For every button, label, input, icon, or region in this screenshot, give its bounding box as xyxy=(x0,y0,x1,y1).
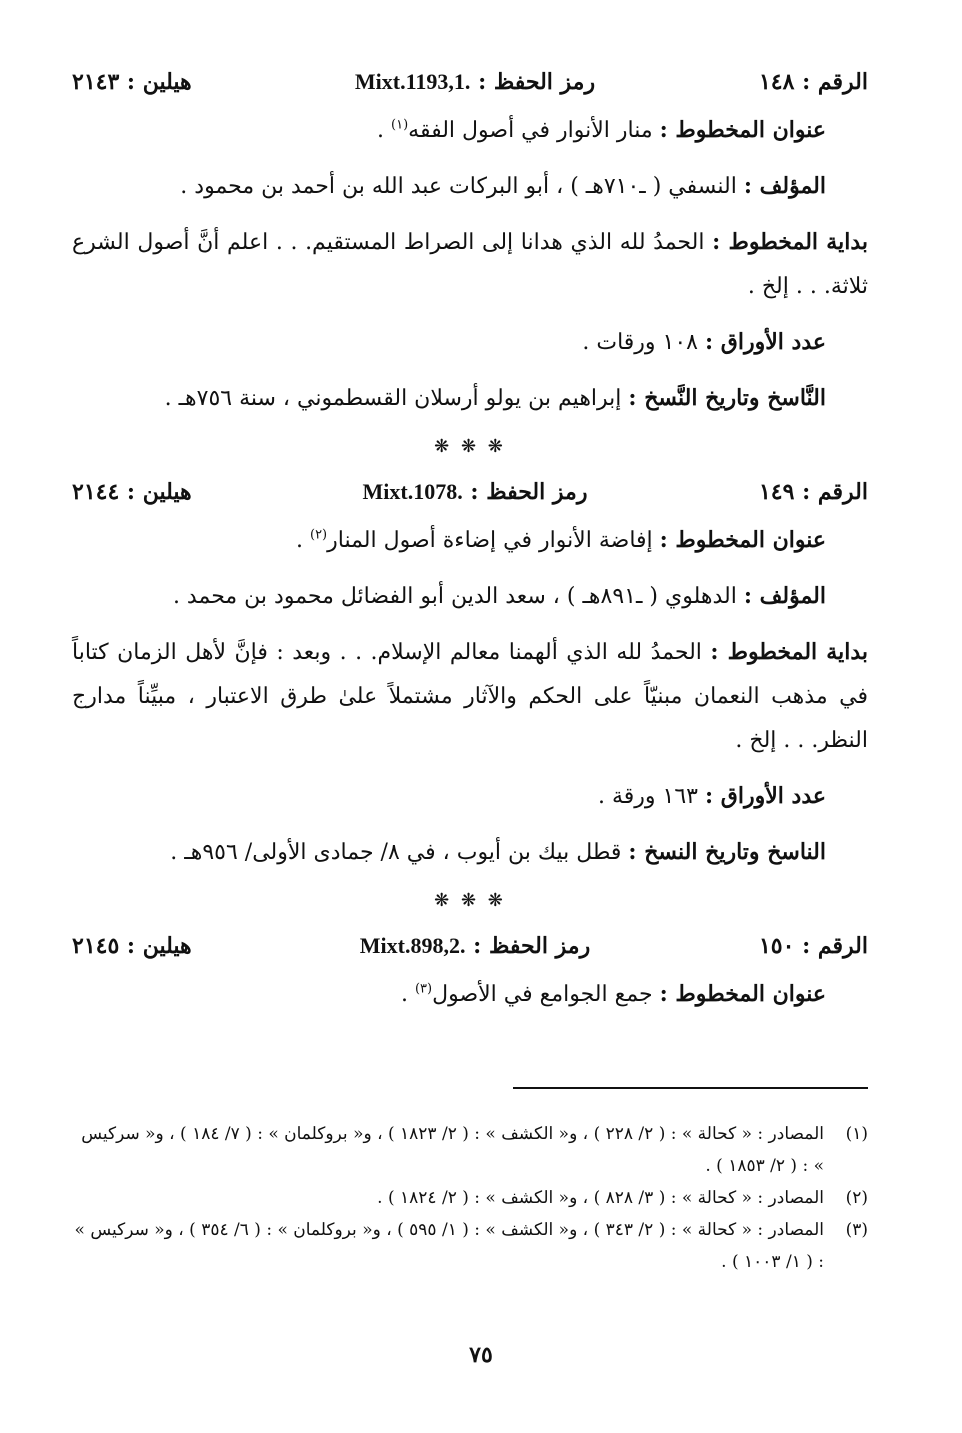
hl-number: هيلين : ٢١٤٥ xyxy=(72,933,192,959)
folios-label: عدد الأوراق : xyxy=(705,329,826,355)
scribe-label: الناسخ وتاريخ النسخ : xyxy=(628,839,826,865)
footnote-number: (٢) xyxy=(845,1188,868,1208)
footnote xyxy=(72,1214,868,1278)
title-end: . xyxy=(377,118,392,143)
hl-number: هيلين : ٢١٤٣ xyxy=(72,69,192,95)
scribe-label: النَّاسخ وتاريخ النَّسخ : xyxy=(628,385,826,411)
incipit-label: بداية المخطوط : xyxy=(710,639,868,665)
author-field xyxy=(72,164,868,209)
shelf-code: Mixt.898,2. xyxy=(359,933,466,958)
footnote-number: (٣) xyxy=(845,1220,868,1240)
section-separator: ❋ ❋ ❋ xyxy=(434,890,506,911)
title-value: إفاضة الأنوار في إضاءة أصول المنار xyxy=(327,528,653,553)
entry-number: الرقم : ١٤٩ xyxy=(758,479,868,505)
folios-field xyxy=(72,320,868,365)
author-field xyxy=(72,574,868,619)
scribe-value: إبراهيم بن يولو أرسلان القسطموني ، سنة ٧٥٦هـ . xyxy=(164,386,622,411)
footnote-rule xyxy=(513,1087,868,1089)
footnote-text: المصادر : « كحالة » : ( ٣/ ٨٢٨ ) ، و« الكشف » : ( ٢/ ١٨٢٤ ) . xyxy=(377,1188,824,1208)
folios-label: عدد الأوراق : xyxy=(705,783,826,809)
page-number: ٧٥ xyxy=(469,1342,493,1368)
shelf-mark xyxy=(325,466,625,518)
footnote xyxy=(72,1118,868,1182)
scribe-field xyxy=(72,376,868,421)
entry-header xyxy=(72,920,868,972)
title-end: . xyxy=(295,528,310,553)
author-value: الدهلوي ( ـ٨٩١هـ ) ، سعد الدين أبو الفضائل محمود بن محمد . xyxy=(172,584,737,609)
hl-number: هيلين : ٢١٤٤ xyxy=(72,479,192,505)
incipit-field xyxy=(72,630,868,763)
footnote-text: المصادر : « كحالة » : ( ٢/ ٣٤٣ ) ، و« الكشف » : ( ١/ ٥٩٥ ) ، و« بروكلمان » : ( ٦/ ٣٥٤ ) ، و« سركيس » : ( ١/ ١٠٠٣ ) . xyxy=(74,1220,824,1272)
manuscript-entry xyxy=(72,920,868,1017)
title-value: منار الأنوار في أصول الفقه xyxy=(408,118,653,143)
shelf-mark xyxy=(325,920,625,972)
footnotes xyxy=(72,1118,868,1278)
title-end: . xyxy=(400,982,415,1007)
section-separator: ❋ ❋ ❋ xyxy=(434,436,506,457)
shelf-label: رمز الحفظ : xyxy=(470,479,588,505)
manuscript-entry xyxy=(72,466,868,875)
title-label: عنوان المخطوط : xyxy=(659,117,826,143)
footnote xyxy=(72,1182,868,1214)
folios-value: ١٦٣ ورقة . xyxy=(598,784,698,809)
shelf-mark xyxy=(325,56,625,108)
shelf-code: Mixt.1078. xyxy=(362,479,463,504)
incipit-value: الحمدُ لله الذي هدانا إلى الصراط المستقيم. . . اعلم أنَّ أصول الشرع ثلاثة. . . إلخ . xyxy=(72,230,868,299)
footnote-ref: (١) xyxy=(391,117,409,133)
scribe-value: قطل بيك بن أيوب ، في ٨/ جمادى الأولى/ ٩٥٦هـ . xyxy=(170,840,622,865)
manuscript-entry xyxy=(72,56,868,421)
author-value: النسفي ( ـ٧١٠هـ ) ، أبو البركات عبد الله بن أحمد بن محمود . xyxy=(180,174,737,199)
incipit-value: الحمدُ لله الذي ألهمنا معالم الإسلام. . . وبعد : فإنَّ لأهل الزمان كتاباً في مذهب النعمان مبنيّاً على الحكم والآثار مشتملاً علىٰ طرق الاعتبار ، مبيِّناً مدارج النظر. . . إلخ . xyxy=(72,640,868,753)
page-body xyxy=(72,56,868,1028)
title-value: جمع الجوامع في الأصول xyxy=(432,982,653,1007)
title-field xyxy=(72,108,868,153)
title-field xyxy=(72,518,868,563)
shelf-label: رمز الحفظ : xyxy=(478,69,596,95)
author-label: المؤلف : xyxy=(743,173,826,199)
title-label: عنوان المخطوط : xyxy=(659,527,826,553)
folios-value: ١٠٨ ورقات . xyxy=(582,330,698,355)
author-label: المؤلف : xyxy=(743,583,826,609)
incipit-label: بداية المخطوط : xyxy=(712,229,869,255)
shelf-label: رمز الحفظ : xyxy=(473,933,591,959)
folios-field xyxy=(72,774,868,819)
footnote-ref: (٢) xyxy=(309,527,328,543)
incipit-field xyxy=(72,220,868,309)
title-label: عنوان المخطوط : xyxy=(659,981,826,1007)
entry-number: الرقم : ١٥٠ xyxy=(758,933,868,959)
footnote-number: (١) xyxy=(845,1124,868,1144)
title-field xyxy=(72,972,868,1017)
footnote-ref: (٣) xyxy=(414,981,433,997)
footnote-text: المصادر : « كحالة » : ( ٢/ ٢٢٨ ) ، و« الكشف » : ( ٢/ ١٨٢٣ ) ، و« بروكلمان » : ( ٧/ ١٨٤ ) ، و« سركيس » : ( ٢/ ١٨٥٣ ) . xyxy=(81,1124,824,1176)
entry-header xyxy=(72,56,868,108)
shelf-code: Mixt.1193,1. xyxy=(354,69,471,94)
scribe-field xyxy=(72,830,868,875)
entry-header xyxy=(72,466,868,518)
entry-number: الرقم : ١٤٨ xyxy=(758,69,868,95)
